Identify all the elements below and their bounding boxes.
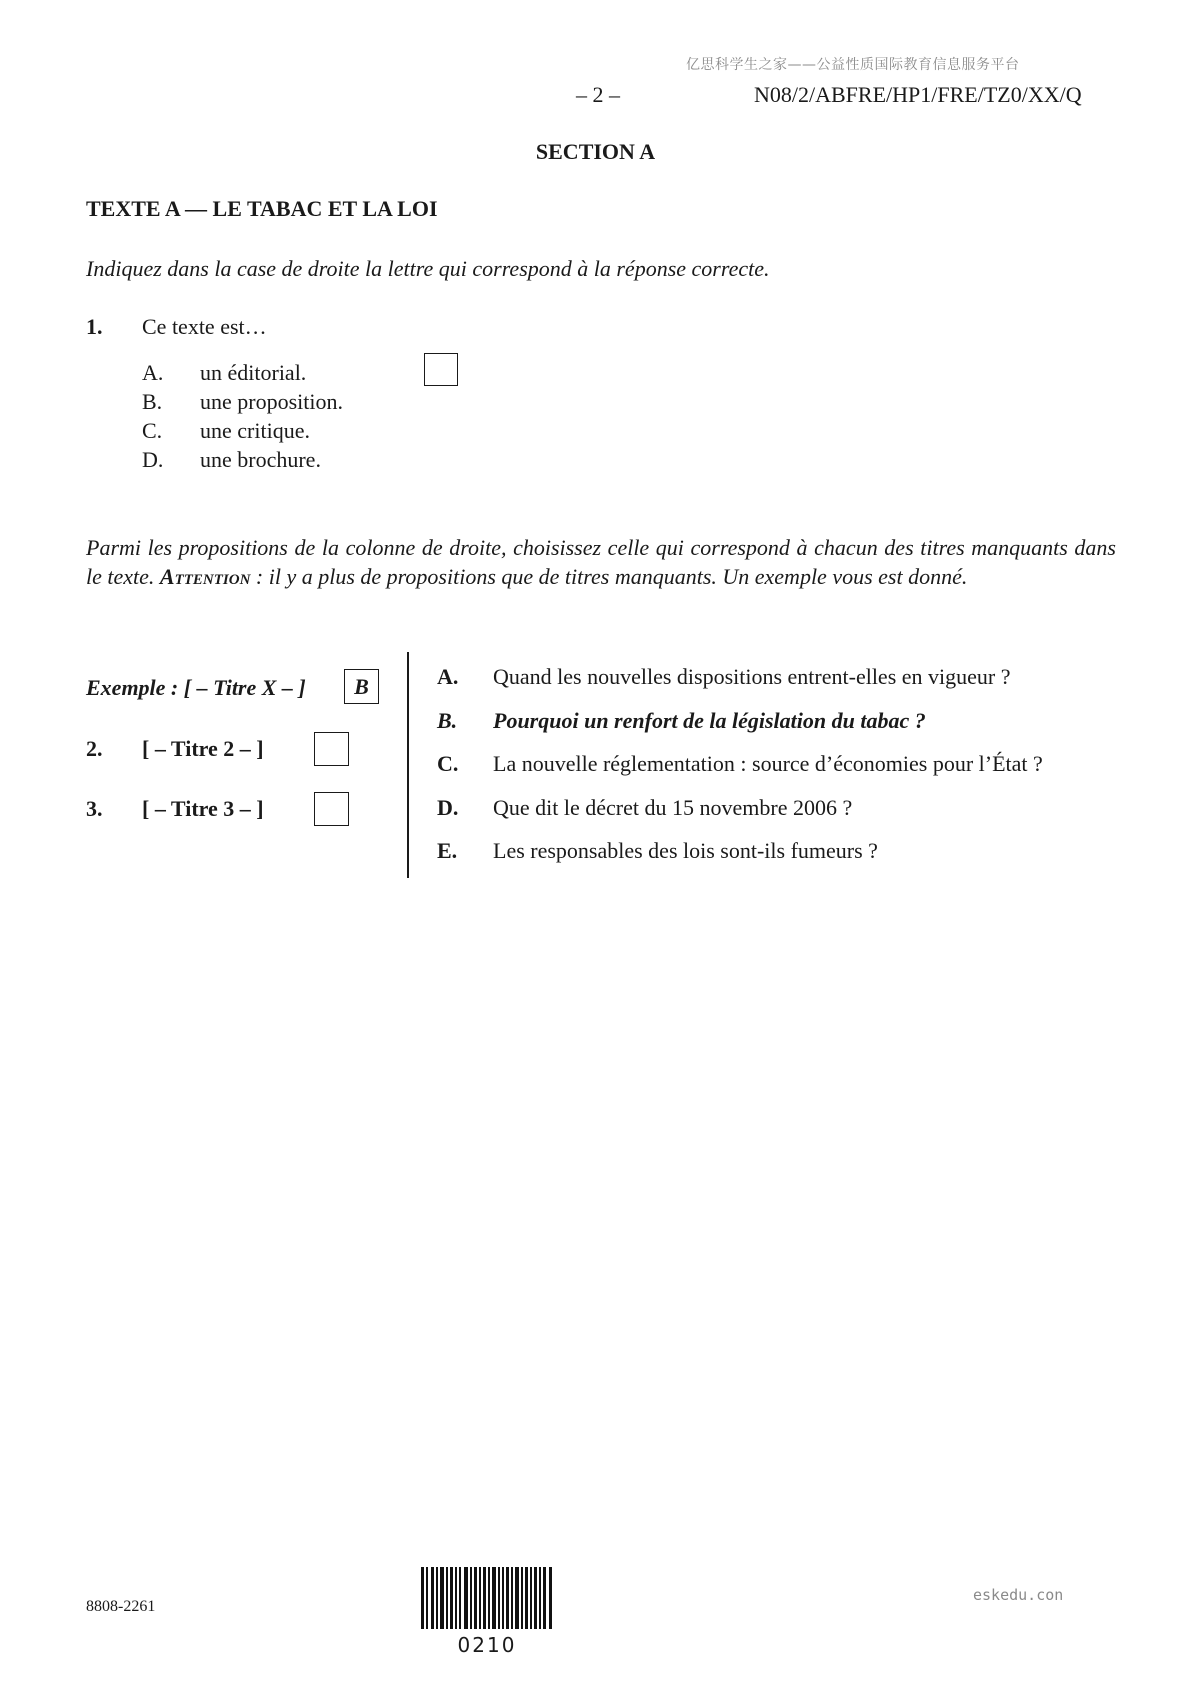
option-d: D. une brochure. [142, 447, 321, 472]
title-options-list [437, 664, 1043, 882]
instruction-1: Indiquez dans la case de droite la lettre qui correspond à la réponse correcte. [86, 256, 770, 281]
option-a: A. un éditorial. [142, 360, 307, 385]
answer-box-question-3[interactable] [314, 792, 349, 826]
question-2-text: [ – Titre 2 – ] [142, 736, 264, 761]
answer-box-question-2[interactable] [314, 732, 349, 766]
section-title: SECTION A [535, 139, 656, 164]
text-title: TEXTE A — LE TABAC ET LA LOI [86, 196, 438, 221]
site-watermark: eskedu.con [973, 1586, 1064, 1604]
question-2-number: 2. [86, 736, 103, 761]
footer-code: 8808-2261 [86, 1598, 156, 1615]
question-3-text: [ – Titre 3 – ] [142, 796, 264, 821]
title-option-b: B. Pourquoi un renfort de la législation du tabac ? [437, 707, 926, 733]
title-option-d: D. Que dit le décret du 15 novembre 2006 ? [437, 794, 853, 820]
barcode [421, 1567, 553, 1629]
barcode-number: 0210 [457, 1633, 517, 1657]
example-label: Exemple : [ – Titre X – ] [86, 675, 306, 700]
instruction-2: Parmi les propositions de la colonne de droite, choisissez celle qui correspond à chacun des titres manquants dans le texte. Attention : il y a plus de propositions que de titres manquants. Un exemple vous est donné. [86, 535, 1116, 589]
watermark-text: 亿思科学生之家——公益性质国际教育信息服务平台 [686, 57, 1020, 73]
page-number: – 2 – [576, 82, 620, 107]
attention-label: Attention [159, 564, 251, 589]
question-1-options [142, 358, 343, 474]
column-divider [407, 652, 409, 878]
question-3-number: 3. [86, 796, 103, 821]
example-answer-box: B [344, 669, 379, 704]
title-option-a: A. Quand les nouvelles dispositions entrent-elles en vigueur ? [437, 664, 1011, 689]
question-1-text: Ce texte est… [142, 314, 267, 339]
title-option-e: E. Les responsables des lois sont-ils fumeurs ? [437, 838, 878, 863]
option-c: C. une critique. [142, 418, 310, 443]
answer-box-question-1[interactable] [424, 353, 458, 386]
option-b: B. une proposition. [142, 389, 343, 414]
document-code: N08/2/ABFRE/HP1/FRE/TZ0/XX/Q [754, 82, 1082, 107]
title-option-c: C. La nouvelle réglementation : source d’économies pour l’État ? [437, 751, 1043, 776]
question-1-number: 1. [86, 314, 103, 339]
